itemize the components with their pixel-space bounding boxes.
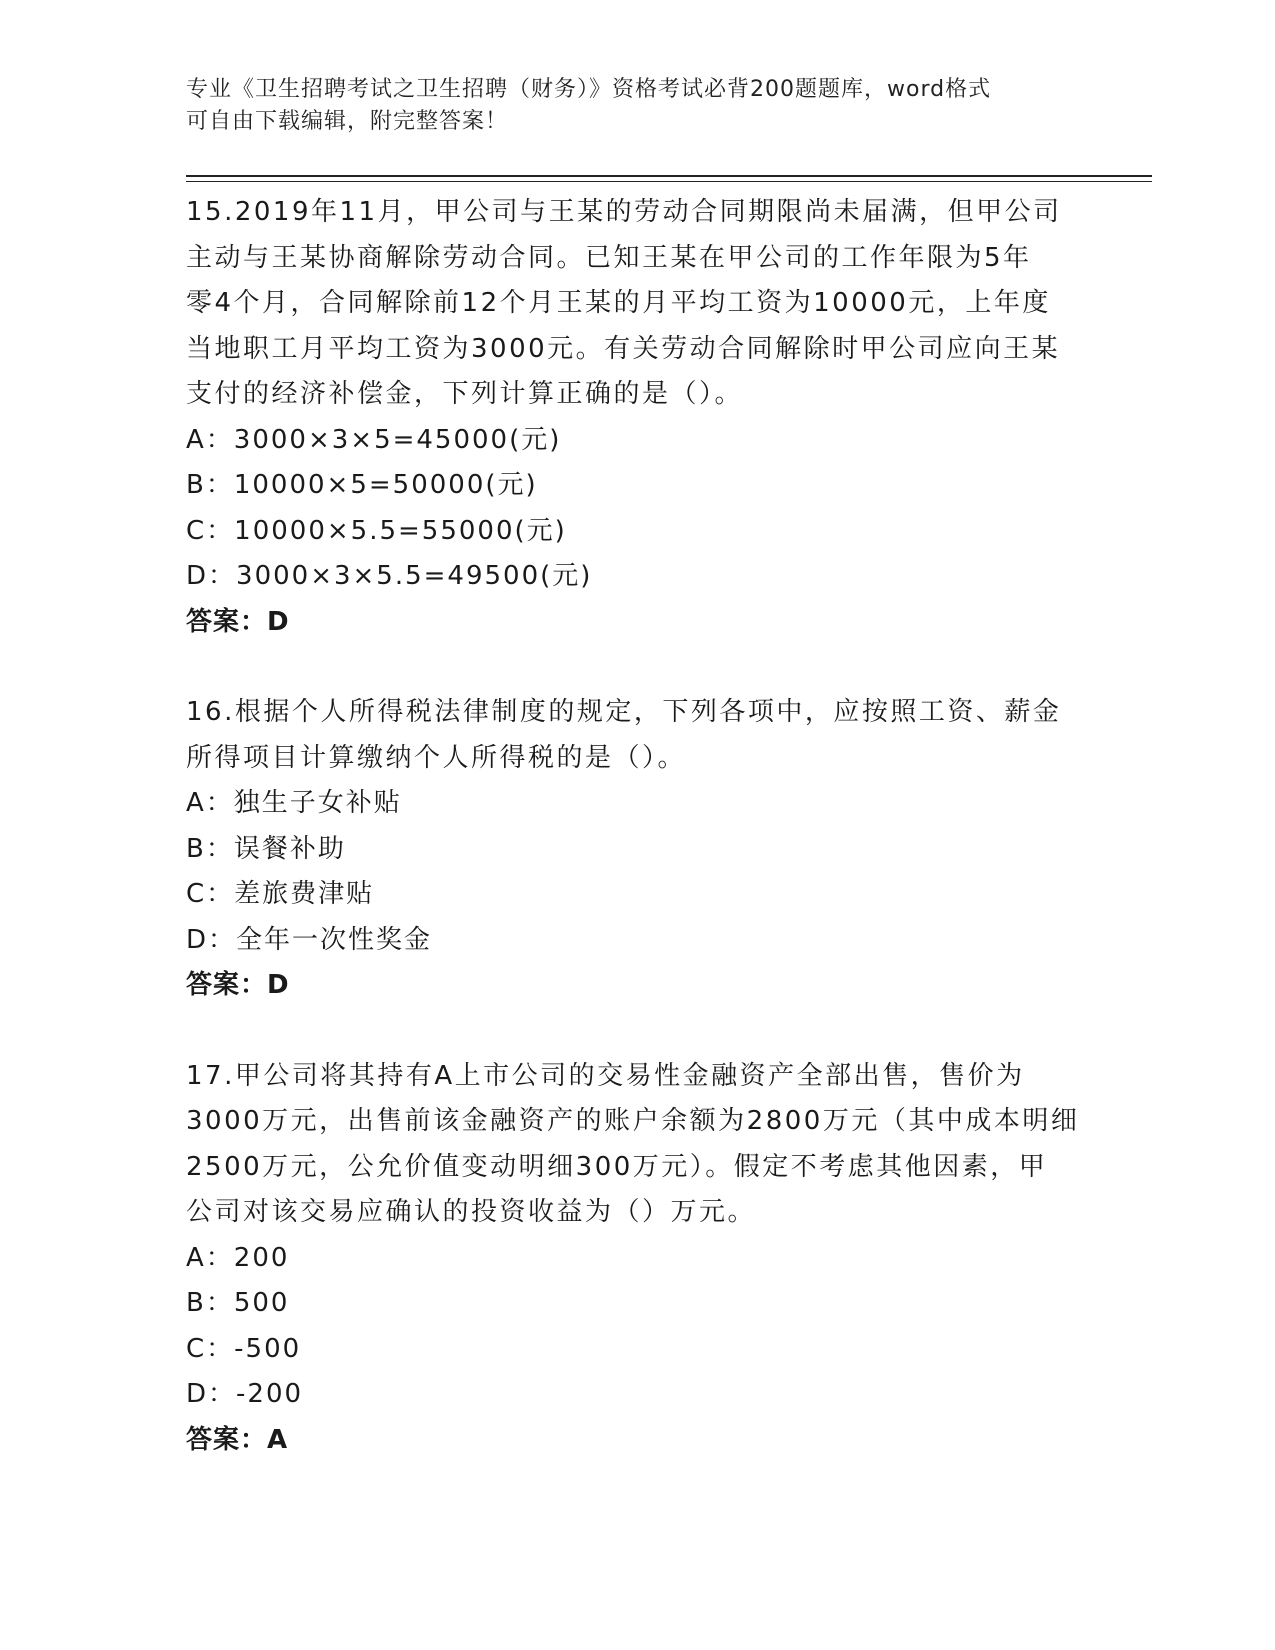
option-d: D：全年一次性奖金 — [186, 924, 433, 955]
question-text-line: 公司对该交易应确认的投资收益为（）万元。 — [186, 1197, 757, 1227]
question-15 — [186, 190, 1086, 645]
question-text-line: 16.根据个人所得税法律制度的规定，下列各项中，应按照工资、薪金 — [186, 697, 1062, 727]
option-a: A：3000×3×5=45000(元) — [186, 424, 562, 455]
question-17 — [186, 1054, 1086, 1464]
question-text-line: 2500万元，公允价值变动明细300万元）。假定不考虑其他因素，甲 — [186, 1151, 1048, 1182]
option-c: C：10000×5.5=55000(元) — [186, 515, 567, 546]
answer-label: 答案：D — [186, 970, 290, 1000]
question-text-line: 零4个月，合同解除前12个月王某的月平均工资为10000元，上年度 — [186, 288, 1051, 318]
question-text-line: 所得项目计算缴纳个人所得税的是（）。 — [186, 742, 687, 773]
option-b: B：10000×5=50000(元) — [186, 470, 538, 500]
header-line-1: 专业《卫生招聘考试之卫生招聘（财务）》资格考试必背200题题库，word格式 — [186, 77, 992, 102]
option-d: D：3000×3×5.5=49500(元) — [186, 561, 593, 591]
question-text-line: 主动与王某协商解除劳动合同。已知王某在甲公司的工作年限为5年 — [186, 242, 1032, 273]
option-b: B：500 — [186, 1288, 290, 1318]
answer-label: 答案：A — [186, 1424, 289, 1455]
question-16 — [186, 690, 1086, 1009]
question-text-line: 3000万元，出售前该金融资产的账户余额为2800万元（其中成本明细 — [186, 1106, 1080, 1136]
option-b: B：误餐补助 — [186, 833, 346, 864]
header-divider-thin — [186, 181, 1152, 182]
question-text-line: 支付的经济补偿金，下列计算正确的是（）。 — [186, 379, 744, 409]
document-header — [186, 74, 1066, 138]
question-text-line: 17.甲公司将其持有A上市公司的交易性金融资产全部出售，售价为 — [186, 1060, 1025, 1091]
question-text-line: 当地职工月平均工资为3000元。有关劳动合同解除时甲公司应向王某 — [186, 333, 1061, 364]
answer-label: 答案：D — [186, 606, 290, 637]
question-list — [186, 190, 1086, 1463]
question-text-line: 15.2019年11月，甲公司与王某的劳动合同期限尚未届满，但甲公司 — [186, 197, 1062, 227]
option-d: D：-200 — [186, 1379, 304, 1409]
header-divider-thick — [186, 175, 1152, 177]
option-c: C：-500 — [186, 1333, 302, 1364]
header-line-2: 可自由下载编辑，附完整答案！ — [186, 109, 509, 134]
option-a: A：200 — [186, 1242, 290, 1273]
option-a: A：独生子女补贴 — [186, 788, 402, 818]
option-c: C：差旅费津贴 — [186, 879, 375, 909]
